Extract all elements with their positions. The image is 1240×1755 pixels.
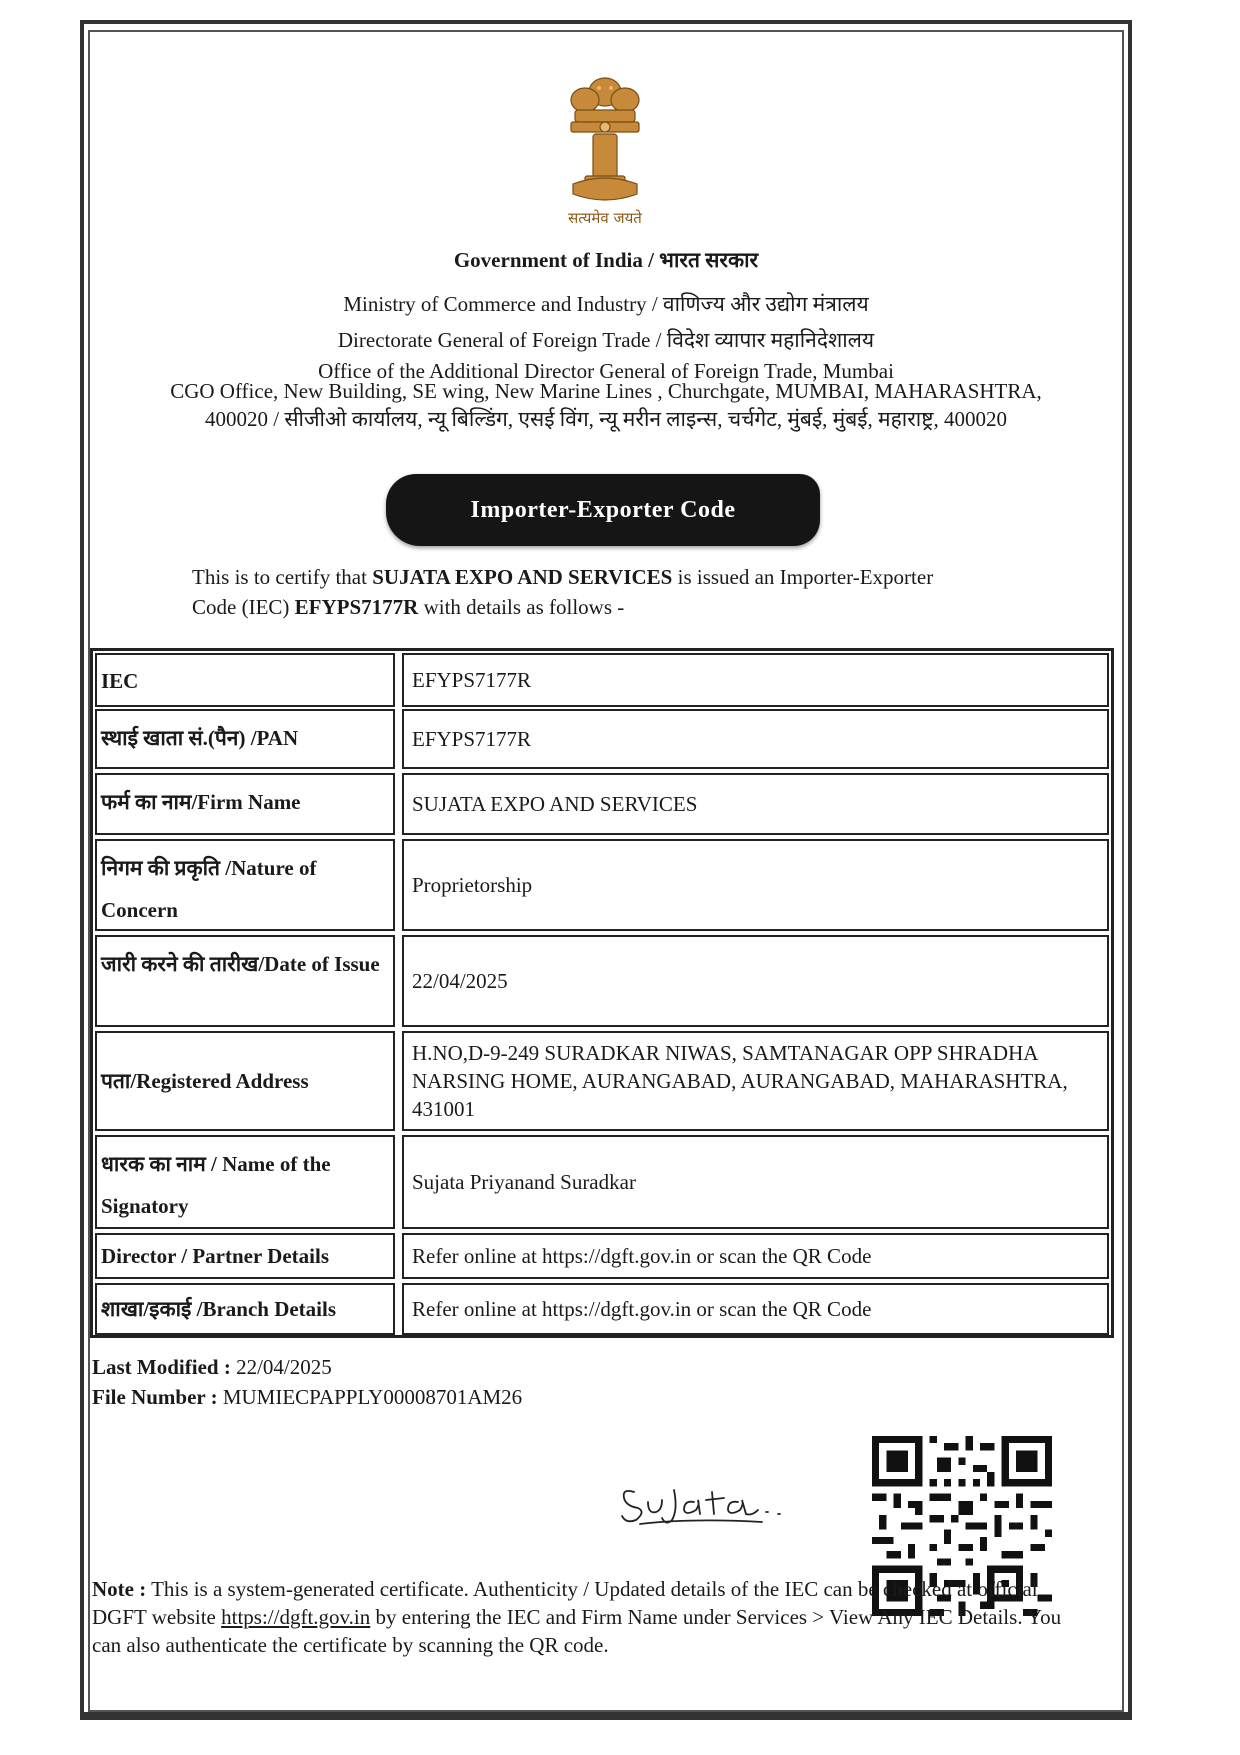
table-row — [93, 707, 1111, 771]
government-title: Government of India / भारत सरकार — [453, 248, 759, 272]
row-label: निगम की प्रकृति /Nature of Concern — [95, 839, 395, 931]
certificate-statement — [192, 562, 952, 622]
row-label: IEC — [95, 653, 395, 707]
note — [92, 1575, 1082, 1659]
statement-prefix: This is to certify that — [192, 565, 373, 589]
row-label: पता/Registered Address — [95, 1031, 395, 1131]
row-value: EFYPS7177R — [402, 709, 1109, 769]
last-modified-value: 22/04/2025 — [230, 1355, 332, 1379]
bottom-rule — [80, 1712, 1132, 1716]
row-value: Refer online at https://dgft.gov.in or scan the QR Code — [402, 1283, 1109, 1335]
statement-suffix: with details as follows - — [418, 595, 625, 619]
row-value: Refer online at https://dgft.gov.in or scan the QR Code — [402, 1233, 1109, 1279]
note-text-continued: by entering the IEC and Firm Name under Services > View Any IEC Details. You can also authenticate the certificate by scanning the QR code. — [92, 1605, 1062, 1657]
office-address-line2: 400020 / सीजीओ कार्यालय, न्यू बिल्डिंग, एसई विंग, न्यू मरीन लाइन्स, चर्चगेट, मुंबई, मुंबई, महाराष्ट्र, 400020 — [205, 407, 1007, 431]
row-value: 22/04/2025 — [402, 935, 1109, 1027]
directorate-name: Directorate General of Foreign Trade / विदेश व्यापार महानिदेशालय — [337, 328, 875, 352]
table-row — [93, 837, 1111, 933]
office-name: Office of the Additional Director General of Foreign Trade, Mumbai — [318, 359, 894, 383]
table-row — [93, 1133, 1111, 1231]
statement-iec: EFYPS7177R — [294, 595, 419, 619]
row-label: शाखा/इकाई /Branch Details — [95, 1283, 395, 1335]
office-address-line1: CGO Office, New Building, SE wing, New Marine Lines , Churchgate, MUMBAI, MAHARASHTRA, — [170, 379, 1042, 403]
certificate-title: Importer-Exporter Code — [386, 474, 820, 546]
note-text: This is a system-generated certificate. Authenticity / Updated details of the IEC can be checked at official DGFT website — [92, 1577, 1038, 1629]
row-label: फर्म का नाम/Firm Name — [95, 773, 395, 835]
ministry-name: Ministry of Commerce and Industry / वाणिज्य और उद्योग मंत्रालय — [343, 292, 869, 316]
dgft-website-link[interactable]: https://dgft.gov.in — [221, 1605, 371, 1629]
last-modified-label: Last Modified : — [92, 1355, 231, 1379]
row-value: H.NO,D-9-249 SURADKAR NIWAS, SAMTANAGAR OPP SHRADHA NARSING HOME, AURANGABAD, AURANGABAD, MAHARASHTRA, 431001 — [402, 1031, 1109, 1131]
table-row — [93, 651, 1111, 709]
row-value: Proprietorship — [402, 839, 1109, 931]
row-label: Director / Partner Details — [95, 1233, 395, 1279]
row-value: EFYPS7177R — [402, 653, 1109, 707]
file-number-label: File Number : — [92, 1385, 218, 1409]
last-modified — [92, 1355, 332, 1380]
file-number-value: MUMIECPAPPLY00008701AM26 — [217, 1385, 523, 1409]
handwritten-signature — [612, 1470, 812, 1530]
national-emblem-icon — [555, 72, 655, 212]
file-number — [92, 1385, 522, 1410]
row-value: Sujata Priyanand Suradkar — [402, 1135, 1109, 1229]
table-row — [93, 1231, 1111, 1281]
statement-middle: is issued an Importer-Exporter Code (IEC) — [192, 565, 934, 619]
table-row — [93, 933, 1111, 1029]
statement-firm-name: SUJATA EXPO AND SERVICES — [372, 565, 673, 589]
emblem-motto: सत्यमेव जयते — [568, 209, 642, 227]
row-label: स्थाई खाता सं.(पैन) /PAN — [95, 709, 395, 769]
note-label: Note : — [92, 1577, 147, 1601]
row-value: SUJATA EXPO AND SERVICES — [402, 773, 1109, 835]
row-label: जारी करने की तारीख/Date of Issue — [95, 935, 395, 1027]
table-row — [93, 771, 1111, 837]
row-label: धारक का नाम / Name of the Signatory — [95, 1135, 395, 1229]
table-row — [93, 1029, 1111, 1133]
table-row — [93, 1281, 1111, 1337]
details-table — [90, 648, 1114, 1338]
